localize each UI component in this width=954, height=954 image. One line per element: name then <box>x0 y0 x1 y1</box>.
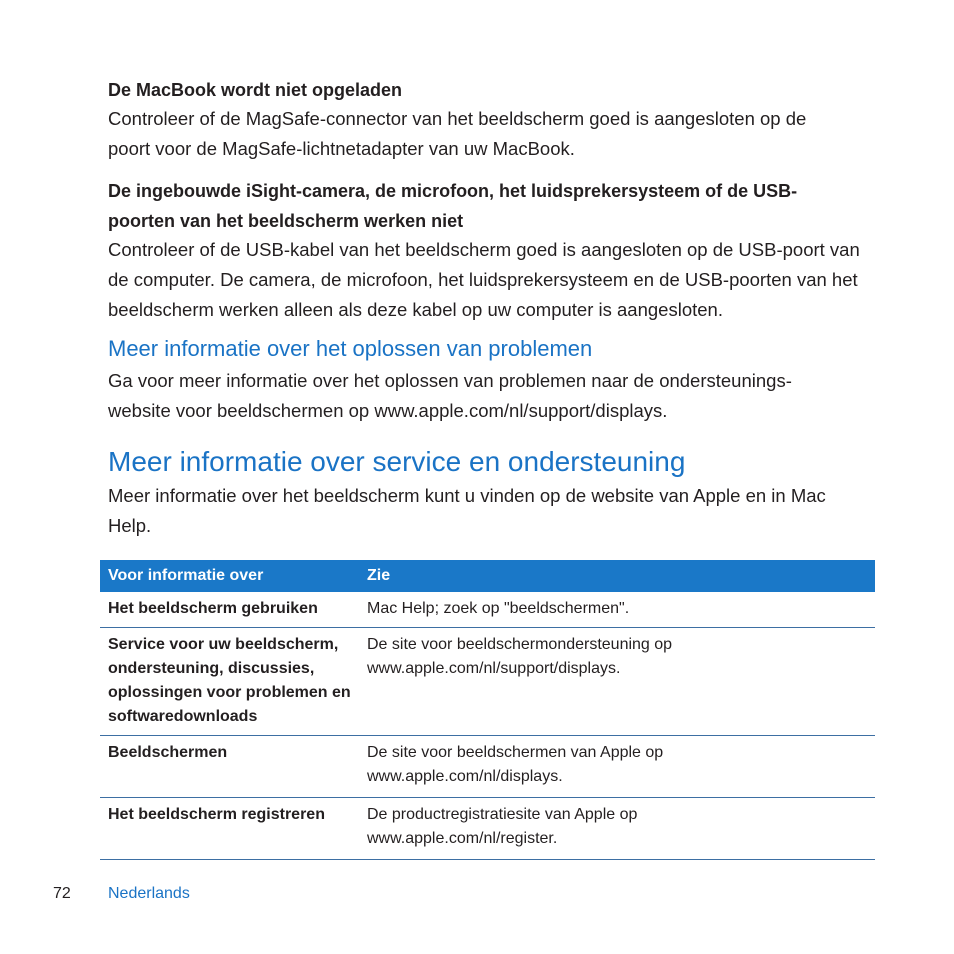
paragraph-troubleshooting: Ga voor meer informatie over het oplossen van problemen naar de ondersteunings-website voor beeldschermen op www.apple.com/nl/support/displays. <box>108 370 792 421</box>
table-cell: Het beeldscherm gebruiken <box>100 592 359 628</box>
table-cell: Service voor uw beeldscherm, ondersteuning, discussies, oplossingen voor problemen en softwaredownloads <box>100 628 359 736</box>
table-cell: Mac Help; zoek op "beeldschermen". <box>359 592 875 628</box>
heading-service-support: Meer informatie over service en ondersteuning <box>108 446 686 477</box>
paragraph-macbook-charging: Controleer of de MagSafe-connector van het beeldscherm goed is aangesloten op de poort voor de MagSafe-lichtnetadapter van uw MacBook. <box>108 108 807 159</box>
heading-troubleshooting: Meer informatie over het oplossen van problemen <box>108 336 593 361</box>
table-cell: Beeldschermen <box>100 736 359 798</box>
info-table <box>100 560 875 860</box>
table-cell: De site voor beeldschermondersteuning op www.apple.com/nl/support/displays. <box>359 628 875 736</box>
table-header: Zie <box>359 560 875 592</box>
table-row <box>100 592 875 628</box>
page-number: 72 <box>53 885 71 902</box>
table-cell: De productregistratiesite van Apple op www.apple.com/nl/register. <box>359 798 875 860</box>
paragraph-isight-usb: Controleer of de USB-kabel van het beeldscherm goed is aangesloten op de USB-poort van de computer. De camera, de microfoon, het luidsprekersysteem en de USB-poorten van het beeldscherm werken alleen als deze kabel op uw computer is aangesloten. <box>108 239 860 320</box>
paragraph-service-support: Meer informatie over het beeldscherm kunt u vinden op de website van Apple en in Mac Help. <box>108 485 826 536</box>
table-row <box>100 736 875 798</box>
table-row <box>100 798 875 860</box>
table-header: Voor informatie over <box>100 560 359 592</box>
table-cell: De site voor beeldschermen van Apple op www.apple.com/nl/displays. <box>359 736 875 798</box>
heading-isight-usb: De ingebouwde iSight-camera, de microfoon, het luidsprekersysteem of de USB-poorten van het beeldscherm werken niet <box>108 181 798 231</box>
footer-language: Nederlands <box>108 885 190 902</box>
heading-macbook-not-charging: De MacBook wordt niet opgeladen <box>108 80 403 100</box>
table-cell: Het beeldscherm registreren <box>100 798 359 860</box>
table-row <box>100 628 875 736</box>
